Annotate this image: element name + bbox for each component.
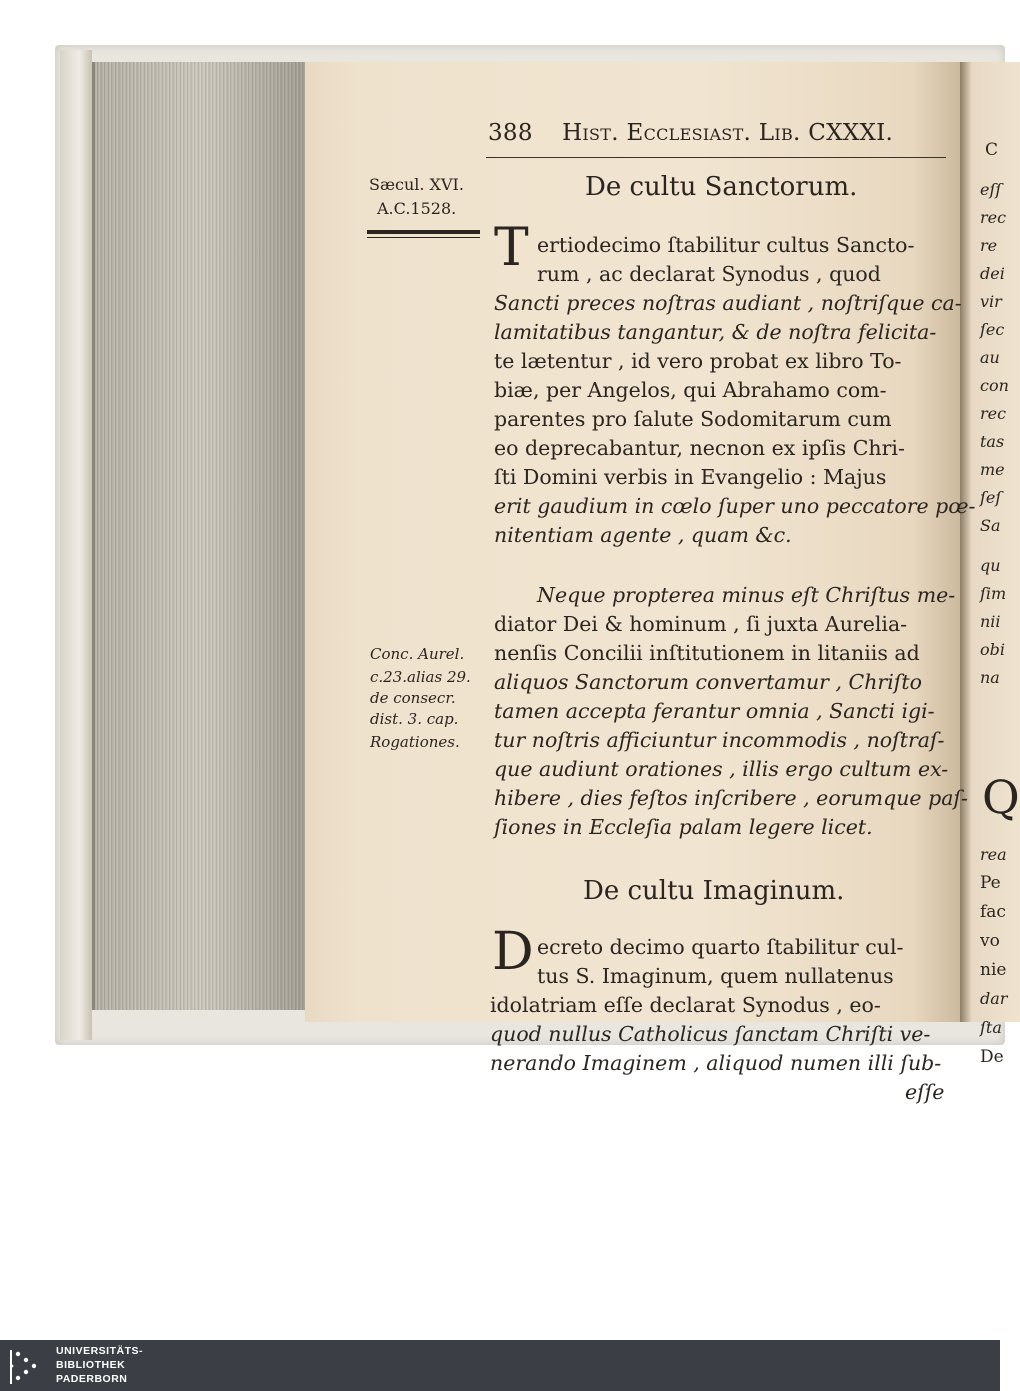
right-page-fragment: dei <box>980 264 1005 283</box>
right-page-fragment: rec <box>980 404 1007 423</box>
text-line: aliquos Sanctorum convertamur , Chriſto <box>494 670 922 694</box>
logo-text-line: BIBLIOTHEK <box>56 1359 126 1371</box>
page-block-edge <box>92 62 310 1010</box>
text-line: tur noſtris afficiuntur incommodis , noſtraſ- <box>494 728 945 752</box>
margin-note-line: Rogationes. <box>370 733 460 751</box>
text-line: tamen accepta ferantur omnia , Sancti igi- <box>494 699 935 723</box>
page-number: 388 <box>488 120 533 146</box>
right-page-fragment: rea <box>980 845 1007 864</box>
right-page-fragment: tas <box>980 432 1005 451</box>
right-page-fragment: con <box>980 376 1009 395</box>
text-line: Sancti preces noſtras audiant , noſtriſque ca- <box>494 291 962 315</box>
right-page-fragment: vo <box>980 931 1000 951</box>
margin-rule-thick <box>367 230 480 234</box>
right-page-fragment: rec <box>980 208 1007 227</box>
section-heading-sanctorum: De cultu Sanctorum. <box>585 172 858 202</box>
text-line: ecreto decimo quarto ſtabilitur cul- <box>537 935 904 959</box>
text-line: biæ, per Angelos, qui Abrahamo com- <box>494 378 887 402</box>
text-line: eo deprecabantur, necnon ex ipſis Chri- <box>494 436 905 460</box>
text-line: erit gaudium in cœlo ſuper uno peccatore pœ- <box>494 494 976 518</box>
margin-note-line: de consecr. <box>370 689 456 707</box>
right-page-fragment: qu <box>980 556 1001 575</box>
logo-text-line: PADERBORN <box>56 1373 128 1385</box>
logo-text-line: UNIVERSITÄTS- <box>56 1345 144 1357</box>
margin-note-line: Conc. Aurel. <box>370 645 465 663</box>
drop-cap-t: T <box>494 218 529 278</box>
text-line: que audiunt orationes , illis ergo cultum ex- <box>494 757 949 781</box>
header-rule <box>486 157 946 158</box>
text-line: nerando Imaginem , aliquod numen illi ſub- <box>490 1051 942 1075</box>
text-line: ſti Domini verbis in Evangelio : Majus <box>494 465 887 489</box>
text-line: idolatriam eſſe declarat Synodus , eo- <box>490 993 881 1017</box>
text-line: te lætentur , id vero probat ex libro To- <box>494 349 902 373</box>
margin-note-line: dist. 3. cap. <box>370 710 459 728</box>
right-page-fragment: nie <box>980 960 1007 980</box>
text-line: parentes pro ſalute Sodomitarum cum <box>494 407 892 431</box>
right-page-fragment: ſec <box>980 320 1005 339</box>
book-board-edge <box>60 50 92 1040</box>
margin-annus: A.C.1528. <box>377 199 457 218</box>
text-line: hibere , dies feſtos inſcribere , eorumque paſ- <box>494 786 968 810</box>
margin-note-line: c.23.alias 29. <box>370 668 471 686</box>
right-page-fragment: me <box>980 460 1005 479</box>
margin-rule-thin <box>367 237 480 238</box>
right-page-fragment: nii <box>980 612 1001 631</box>
right-page-fragment: ſta <box>980 1018 1002 1037</box>
text-line: diator Dei & hominum , ſi juxta Aurelia- <box>494 612 908 636</box>
right-page-fragment: Pe <box>980 873 1001 893</box>
right-page-fragment: eſſ <box>980 180 1002 199</box>
right-page-fragment: au <box>980 348 1000 367</box>
right-page-fragment: ſeſ <box>980 488 1002 507</box>
right-page-dropcap: Q <box>982 770 1020 824</box>
text-line: ertiodecimo ſtabilitur cultus Sancto- <box>537 233 915 257</box>
library-logo-icon <box>6 1346 46 1386</box>
right-page-fragment: obi <box>980 640 1005 659</box>
right-page-fragment: na <box>980 668 1000 687</box>
right-page-fragment: Sa <box>980 516 1001 535</box>
right-page-fragment: re <box>980 236 998 255</box>
section-heading-imaginum: De cultu Imaginum. <box>583 876 845 906</box>
text-line: quod nullus Catholicus ſanctam Chriſti ve- <box>490 1022 931 1046</box>
text-line: tus S. Imaginum, quem nullatenus <box>537 964 894 988</box>
margin-saeculum: Sæcul. XVI. <box>369 175 464 194</box>
right-page-fragment: ſim <box>980 584 1007 603</box>
text-line: lamitatibus tangantur, & de noſtra felicita- <box>494 320 937 344</box>
drop-cap-d: D <box>492 922 534 982</box>
text-line: nenſis Concilii inſtitutionem in litaniis ad <box>494 641 920 665</box>
text-line: Neque propterea minus eſt Chriſtus me- <box>537 583 956 607</box>
right-page-fragment: C <box>985 140 999 160</box>
library-logo-bar <box>0 1340 1000 1391</box>
right-page-fragment: vir <box>980 292 1002 311</box>
running-header <box>488 120 893 146</box>
text-line: rum , ac declarat Synodus , quod <box>537 262 881 286</box>
right-page-fragment: fac <box>980 902 1006 922</box>
right-page-fragment: De <box>980 1047 1004 1067</box>
text-line: ſiones in Eccleſia palam legere licet. <box>494 815 873 839</box>
catchword: eſſe <box>905 1080 945 1104</box>
right-page-fragment: dar <box>980 989 1008 1008</box>
running-title: Hist. Ecclesiast. Lib. CXXXI. <box>562 120 894 146</box>
text-line: nitentiam agente , quam &c. <box>494 523 792 547</box>
